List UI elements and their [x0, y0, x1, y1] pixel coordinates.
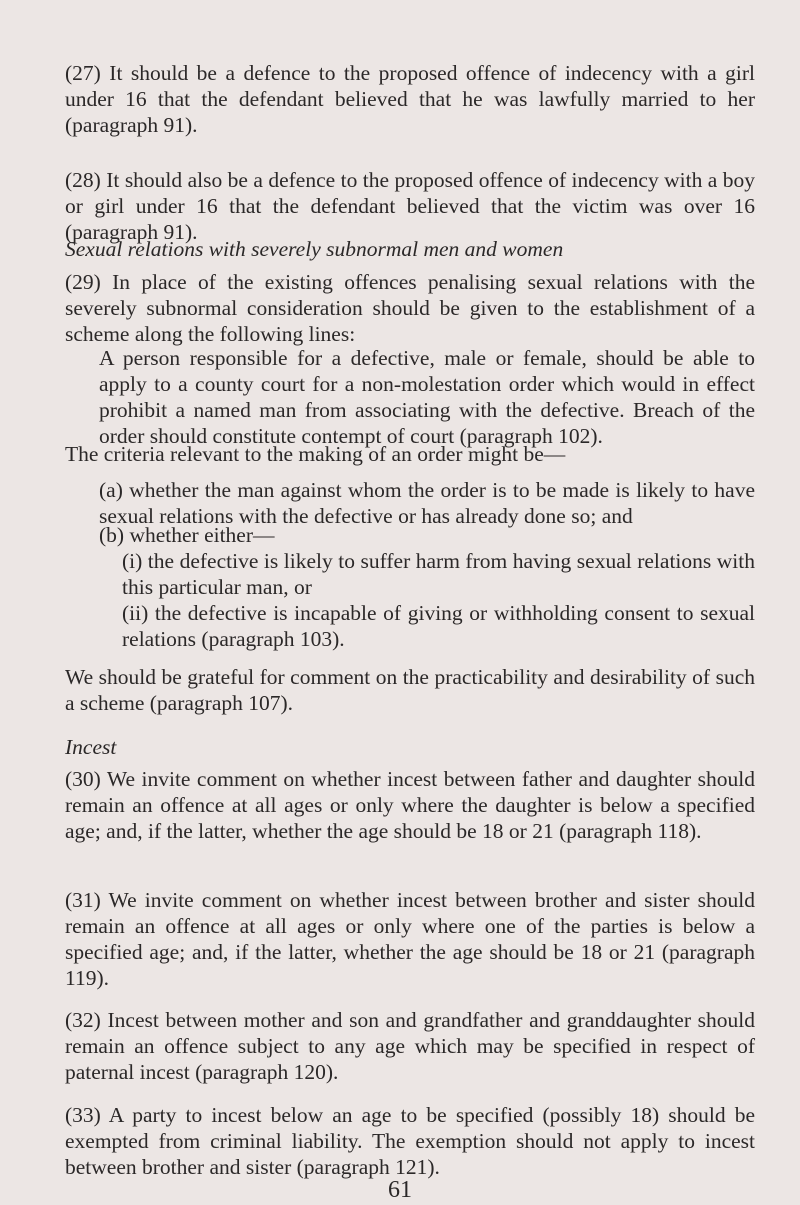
section-heading-subnormal: Sexual relations with severely subnormal men and women: [65, 237, 564, 261]
page-number: 61: [388, 1177, 412, 1203]
criterion-b-i: (i) the defective is likely to suffer harm from having sexual relations with this particular man, or: [122, 549, 755, 599]
paragraph-31: (31) We invite comment on whether incest between brother and sister should remain an offence at all ages or only where one of the parties is below a specified age; and, if the latter, whether the age should be 18 or 21 (paragraph 119).: [65, 888, 755, 990]
scheme-description: A person responsible for a defective, male or female, should be able to apply to a county court for a non-molestation order which would in effect prohibit a named man from associating with the defective. Breach of the order should constitute contempt of court (paragraph 102).: [99, 346, 755, 448]
paragraph-29: (29) In place of the existing offences penalising sexual relations with the severely subnormal consideration should be given to the establishment of a scheme along the following lines:: [65, 270, 755, 346]
criteria-intro: The criteria relevant to the making of an order might be—: [65, 442, 566, 466]
paragraph-32: (32) Incest between mother and son and grandfather and granddaughter should remain an offence subject to any age which may be specified in respect of paternal incest (paragraph 120).: [65, 1008, 755, 1084]
criterion-a: (a) whether the man against whom the order is to be made is likely to have sexual relations with the defective or has already done so; and: [99, 478, 755, 528]
criterion-b: (b) whether either—: [99, 523, 275, 547]
paragraph-30: (30) We invite comment on whether incest between father and daughter should remain an offence at all ages or only where the daughter is below a specified age; and, if the latter, whether the age should be 18 or 21 (paragraph 118).: [65, 767, 755, 843]
comment-request: We should be grateful for comment on the practicability and desirability of such a scheme (paragraph 107).: [65, 665, 755, 715]
criterion-b-ii: (ii) the defective is incapable of giving or withholding consent to sexual relations (paragraph 103).: [122, 601, 755, 651]
section-heading-incest: Incest: [65, 735, 117, 759]
paragraph-27: (27) It should be a defence to the proposed offence of indecency with a girl under 16 that the defendant believed that he was lawfully married to her (paragraph 91).: [65, 61, 755, 137]
paragraph-33: (33) A party to incest below an age to be specified (possibly 18) should be exempted from criminal liability. The exemption should not apply to incest between brother and sister (paragraph 121).: [65, 1103, 755, 1179]
paragraph-28: (28) It should also be a defence to the proposed offence of indecency with a boy or girl under 16 that the defendant believed that the victim was over 16 (paragraph 91).: [65, 168, 755, 244]
